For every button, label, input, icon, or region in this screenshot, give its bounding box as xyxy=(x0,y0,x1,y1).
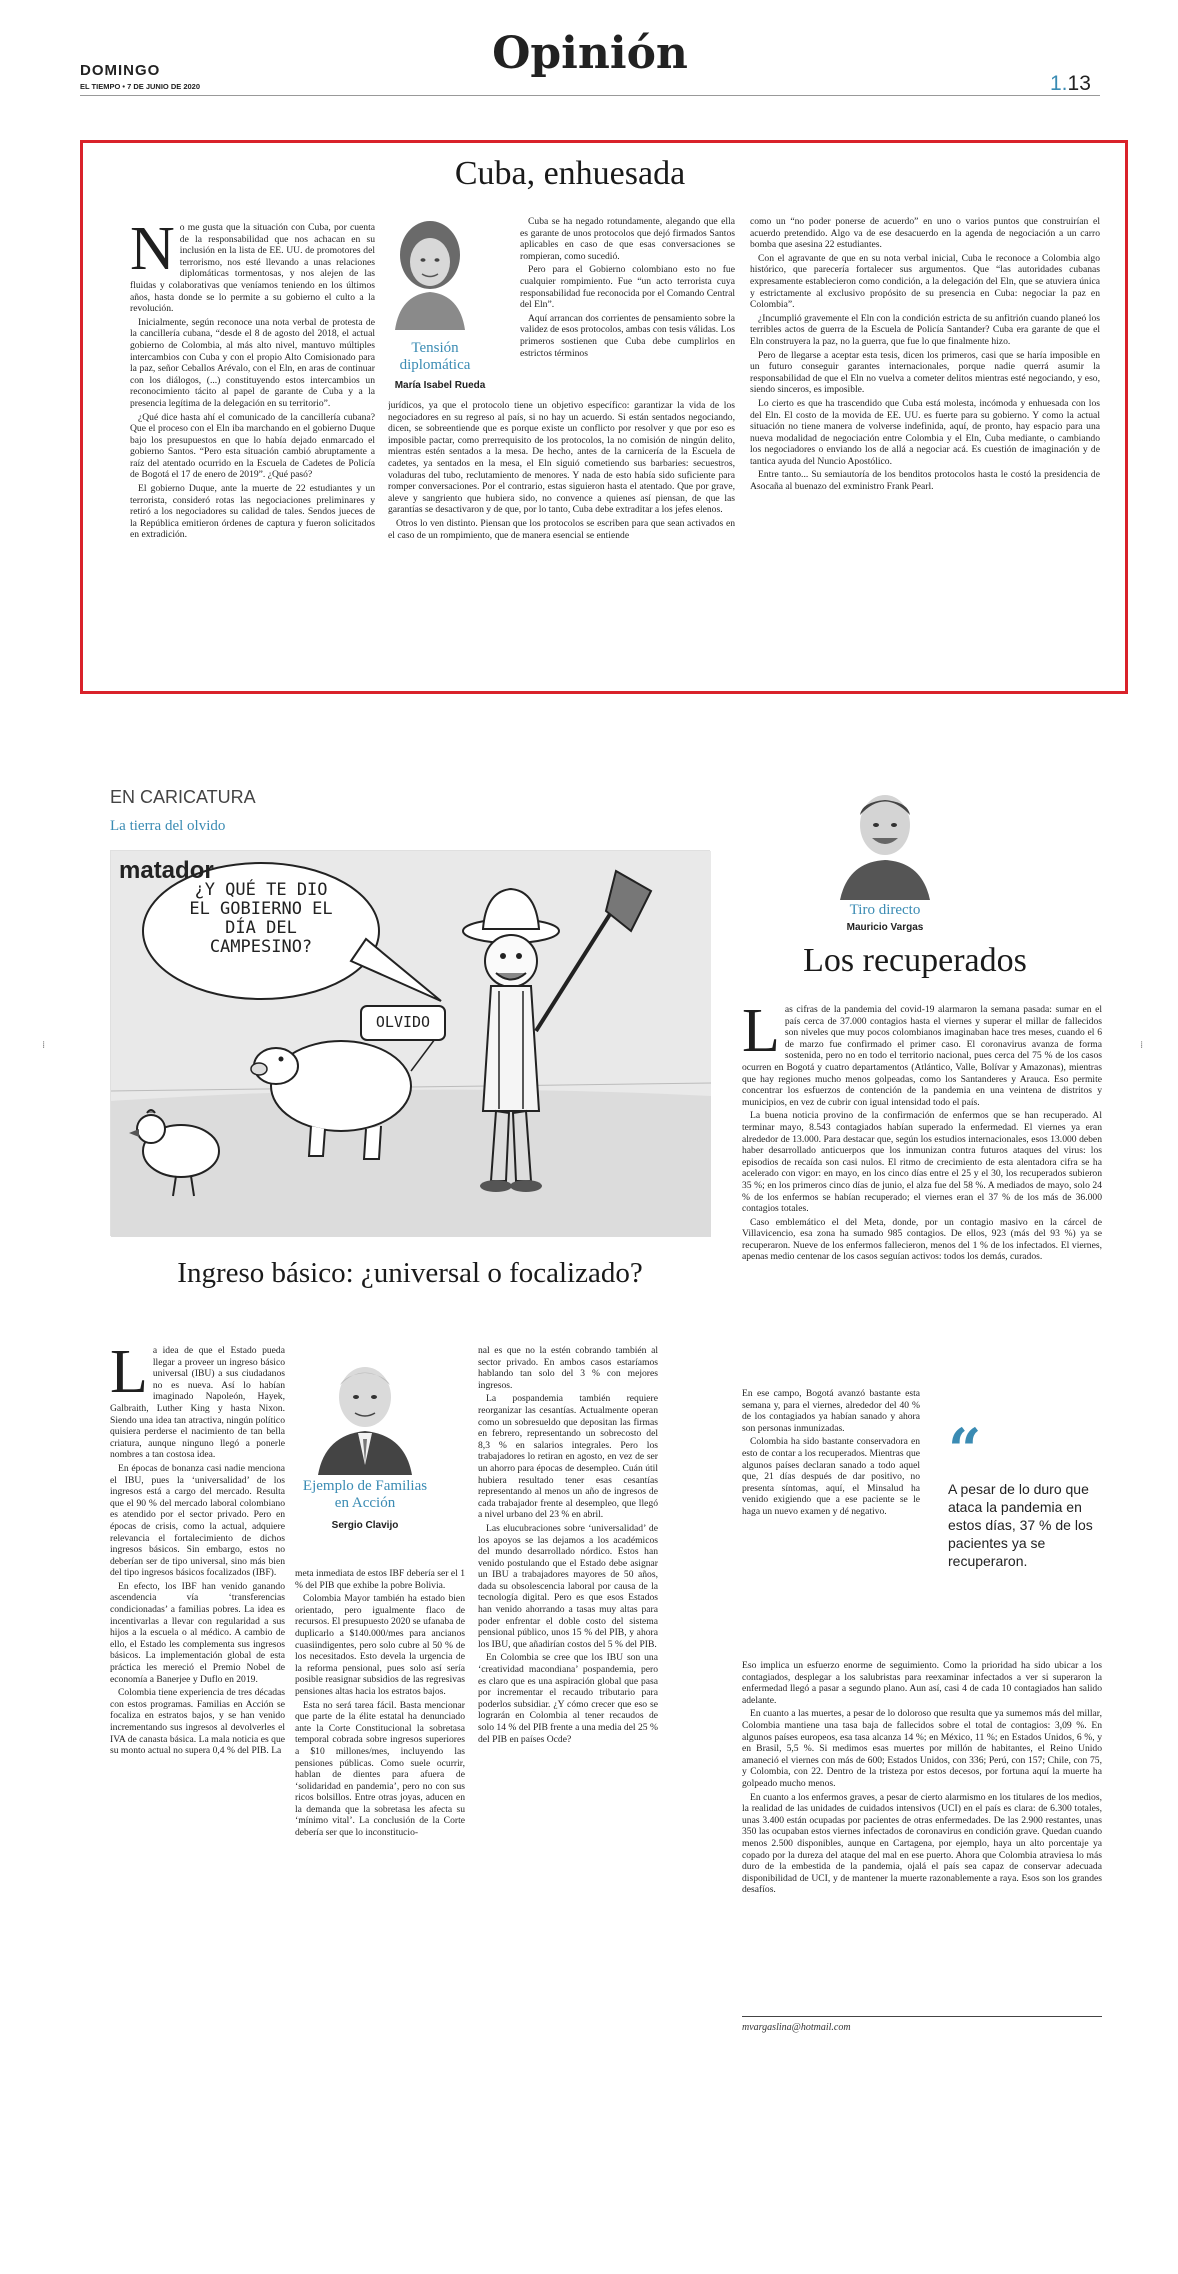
paragraph: jurídicos, ya que el protocolo tiene un objetivo específico: garantizar la vida de los negociadores en su regreso al país, si no hay un acuerdo. Si están sentados negociando, dicen, se sobreentiende que es porque existe un conflicto por resolver y que por eso es imposible pactar, como prerrequisito de los protocolos, la no comisión de ningún delito, mientras estén sentados a la mesa. De hecho, antes de la carnicería de la Escuela de cadetes, ya sentados en la mesa, el Eln siguió cometiendo sus barbaries: secuestros, voladuras del tubo, reclutamiento de menores. Y nada de esto había sido suficiente para romper conversaciones. Por el contrario, estas siguieron hasta el atentado. Que por grave, aleve y sangriento que hubiera sido, no convence a quienes así piensan, de que las garantías se desactivaron y de que, por lo tanto, Cuba debe extraditar a los jefes elenos. xyxy=(388,400,735,516)
paragraph: a idea de que el Estado pueda llegar a proveer un ingreso básico universal (IBU) a sus ciudadanos no es nueva. Así lo habían imaginado Napoleón, Hayek, Galbraith, Luther King y hasta Nixon. Siendo una idea tan atractiva, ningún político quisiera perderse el nacimiento de tan bella criatura, aunque ninguno llegó a ponerle nombres a tan costosa idea. xyxy=(110,1345,285,1461)
paragraph: meta inmediata de estos IBF debería ser el 1 % del PIB que exhibe la pobre Bolivia. xyxy=(295,1568,465,1591)
paragraph: La pospandemia también requiere reorganizar las cesantías. Actualmente operan como un sobresueldo que depositan las firmas en febrero, representando un sobrecosto del 8,3 % en salarios integrales. Pero los trabajadores lo retiran en agosto, en vez de ser un ahorro para épocas de desempleo. Cuán útil hubiera resultado tener esas cesantías representando al menos un año de ingresos de cada trabajador frente al desempleo, que llegó a nivel urbano del 23 % en abril. xyxy=(478,1393,658,1521)
column1-col-a xyxy=(130,222,375,692)
paragraph: Otros lo ven distinto. Piensan que los protocolos se escriben para que sean activados en el caso de un rompimiento, que de manera esencial se entiende xyxy=(388,517,735,541)
paragraph: En cuanto a los enfermos graves, a pesar de cierto alarmismo en los titulares de los medios, la realidad de las unidades de cuidados intensivos (UCI) en el país es clara: de 6.300 totales, unas 3.400 están ocupadas por pacientes de otras enfermedades. De las 2.900 restantes, unas 350 las ocupaban estos viernes infectados de coronavirus en condición grave. Quedan cuando menos 2.500 disponibles, aunque en Cartagena, por ejemplo, haya un alto porcentaje ya copado por la dureza del ataque del mal en ese puerto. Ahora que Colombia atraviesa lo más duro de la embestida de la pandemia, ojalá el país sea capaz de conservar adecuada disponibilidad de UCI, y de mantener la muerte razonablemente a raya. Esos son los grandes desafíos. xyxy=(742,1791,1102,1896)
column2-kicker: Ejemplo de Familias en Acción xyxy=(302,1478,428,1511)
paragraph: Esta no será tarea fácil. Basta mencionar que parte de la élite estatal ha denunciado ante la Corte Constitucional la sobretasa temporal cobrada sobre ingresos superiores a $10 millones/mes, incluyendo las pensiones públicas. Como suele ocurrir, hablan de dientes para afuera de ‘solidaridad en pandemia’, pero no con sus ricos bolsillos. Entre otras joyas, aducen en la demanda que la sobretasa les afecta su ‘mínimo vital’. La conclusión de la Corte debería ser que lo inconstitucio- xyxy=(295,1699,465,1839)
paragraph: Las elucubraciones sobre ‘universalidad’ de los apoyos se las dejamos a los académicos del mundo desarrollado nórdico. Estos han venido postulando que el Estado debe asignar un IBU a trabajadores mayores de 50 años, dada su obsolescencia laboral por causa de la tecnología digital. Pero es que esos Estados han venido ahorrando a tasas muy altas para poder enfrentar el doble costo del sistema pensional público, unos 15 % del PIB, y ahora los IBU, que añadirían costos del 5 % del PIB. xyxy=(478,1522,658,1650)
header-rule xyxy=(80,95,1100,96)
page-num: 13 xyxy=(1067,72,1091,95)
artist-logo: matador xyxy=(119,857,214,884)
page-prefix: 1. xyxy=(1050,72,1068,95)
paragraph: como un “no poder ponerse de acuerdo” en uno o varios puntos que construirían el acuerdo pretendido. Algo va de ese desacuerdo en la agenda de negociación a un carro bomba que asesina 22 estudiantes. xyxy=(750,216,1100,251)
paragraph: Caso emblemático el del Meta, donde, por un contagio masivo en la cárcel de Villavicencio, esa zona ha sumado 985 contagios. De ellos, 923 (más del 93 %) ya se recuperaron. Nueve de los enfermos fallecieron, menos del 1 % de los infectados. El viernes, apenas medio centenar de los casos seguían activos: todos los demás, curados. xyxy=(742,1216,1102,1263)
paragraph: Colombia Mayor también ha estado bien orientado, pero igualmente flaco de recursos. El presupuesto 2020 se ufanaba de duplicarlo a $140.000/mes para ancianos cuasiindigentes, pero solo cubre al 50 % de los necesitados. Esto devela la urgencia de la reforma pensional, pues solo así sería posible reasignar subsidios de las regresivas pensiones altas hacia los estratos bajos. xyxy=(295,1593,465,1697)
cartoon-section-label: EN CARICATURA xyxy=(110,787,256,807)
paragraph: ¿Qué dice hasta ahí el comunicado de la cancillería cubana? Que el proceso con el Eln iba marchando en el gobierno Duque bajo los presupuestos en que lo había dejado enmarcado el gobierno Santos. “Pero esta situación cambió abruptamente a raíz del atentado ocurrido en la Escuela de Cadetes de Policía de Bogotá el 17 de enero de 2019”. ¿Qué pasó? xyxy=(130,411,375,481)
dropcap: L xyxy=(110,1345,148,1406)
paragraph: En épocas de bonanza casi nadie menciona el IBU, pues la ‘universalidad’ de los ingresos está a cargo del mercado. Resulta que el 90 % del mercado laboral colombiano es atendido por el sector privado. Pero en épocas de crisis, como la actual, adquiere relevancia el fortalecimiento de dichos ingresos básicos. Sin embargo, estos no deberían ser de tipo universal, sino más bien del tipo ingresos básicos focalizados (IBF). xyxy=(110,1462,285,1579)
paragraph: Con el agravante de que en su nota verbal inicial, Cuba le reconoce a Colombia algo histórico, que parecería fortalecer sus argumentos. Que “las autoridades cubanas expresamente establecieron como condición, a la delegación del Eln, que se atuviera única y estrictamente al exclusivo propósito de su presencia en Cuba: negociar la paz en Colombia”. xyxy=(750,252,1100,311)
column2-col-a xyxy=(110,1345,285,2015)
header-dateline: EL TIEMPO • 7 DE JUNIO DE 2020 xyxy=(80,82,201,91)
column3-col-bottom xyxy=(742,1660,1102,2010)
column3-title: Los recuperados xyxy=(803,942,1027,979)
paragraph: as cifras de la pandemia del covid-19 alarmaron la semana pasada: sumar en el país cerca de 37.000 contagios hasta el viernes y superar el millar de fallecidos son niveles que muy pocos colombianos imaginaban hace tres meses, cuando el 6 de marzo fue confirmado el primer caso. El coronavirus avanza de forma sostenida, pero no en todo el territorio nacional, pues cerca del 75 % de los casos ocurren en Bogotá y cuatro departamentos (Atlántico, Valle, Bolívar y Amazonas), mientras que hay regiones mucho menos golpeadas, como los Santanderes y Arauca. Eso permite concentrar los esfuerzos de contención de la pandemia en una veintena de distritos y municipios, en vez de cubrir con igual intensidad todo el país. xyxy=(742,1004,1102,1108)
paragraph: Colombia ha sido bastante conservadora en esto de contar a los recuperados. Mientras que algunos países declaran sanado a todo aquel que, 21 días después de dar positivo, no presenta síntomas, aquí, el Minsalud ha venido exigiendo que a ese paciente se le haga un nuevo examen y dé negativo. xyxy=(742,1436,920,1517)
column1-col-b xyxy=(520,216,735,396)
paragraph: En ese campo, Bogotá avanzó bastante esta semana y, para el viernes, alrededor del 40 % de los contagiados ya habían sanado y ahora son personas inmunizadas. xyxy=(742,1388,920,1434)
dropcap: L xyxy=(742,1004,780,1065)
paragraph: Pero de llegarse a aceptar esta tesis, dicen los primeros, casi que se haría imposible en un futuro conseguir garantes internacionales, porque nadie querrá asumir la responsabilidad de que el Eln no vuelva a cometer delitos mientras esté negociando, y eso, siendo sinceros, es imposible. xyxy=(750,349,1100,396)
paragraph: Inicialmente, según reconoce una nota verbal de protesta de la cancillería cubana, “desde el 8 de agosto del 2018, el actual gobierno de Colombia, al más alto nivel, mantuvo múltiples intercambios con Cuba y con el propio Alto Comisionado para la paz, señor Ceballos Arévalo, con el Eln, en aras de continuar con los diálogos, (...) constituyendo estos intercambios un reconocimiento tácito al papel de garante de Cuba y a la presencia legítima de la delegación en su territorio”. xyxy=(130,316,375,409)
column3-end-rule xyxy=(742,2016,1102,2017)
page-number xyxy=(1050,72,1091,96)
section-title: Opinión xyxy=(492,28,688,79)
column2-col-c xyxy=(478,1345,658,2015)
paragraph: Entre tanto... Su semiautoría de los benditos protocolos hasta le costó la presidencia de Asocaña al buenazo del exministro Frank Pearl. xyxy=(750,469,1100,493)
column-title: Cuba, enhuesada xyxy=(454,155,686,192)
column3-col-narrow xyxy=(742,1388,920,1658)
dropcap: N xyxy=(130,222,175,283)
paragraph: Cuba se ha negado rotundamente, alegando que ella es garante de unos protocolos que dejó firmados Santos aplicables en caso de que esas conversaciones se rompieran, como sucedió. xyxy=(520,216,735,262)
column3-col-top xyxy=(742,1004,1102,1384)
speech-bubble-text: ¿Y QUÉ TE DIO EL GOBIERNO EL DÍA DEL CAMPESINO? xyxy=(189,880,333,957)
paragraph: Lo cierto es que ha trascendido que Cuba está molesta, incómoda y enhuesada con los del Eln. El costo de la movida de EE. UU. es fuerte para su gobierno. Y como la actual situación no tiene manera de volverse indefinida, aquí, de pronto, hay espacio para una nueva modalidad de negociación entre Colombia y el Eln, Cuba mediante, o cambiando los negociadores o enviando los de allá a negociar acá. Es cuestión de imaginación y de tantica ayuda del Nuncio Apostólico. xyxy=(750,397,1100,467)
paragraph: nal es que no la estén cobrando también al sector privado. En ambos casos estaríamos hablando tan solo del 3 % con mejores ingresos. xyxy=(478,1345,658,1391)
paragraph: o me gusta que la situación con Cuba, por cuenta de la responsabilidad que nos achacan en su inclusión en la lista de EE. UU. de promotores del terrorismo, nos esté llevando a unas relaciones diplomáticas tormentosas, y nos alejen de las fluidas y colaborativas que veníamos teniendo en los últimos años, hasta donde se lo permite a su gobierno el culto a la revolución. xyxy=(130,222,375,315)
paragraph: En efecto, los IBF han venido ganando ascendencia vía ‘transferencias condicionadas’ a familias pobres. La idea es incentivarlas a llevar con regularidad a sus hijos a la escuela o al médico. A cambio de ello, el Estado les complementa sus ingresos básicos. La implementación global de esta práctica les mereció el Premio Nobel de economía a Banerjee y Duflo en 2019. xyxy=(110,1580,285,1685)
author-portrait xyxy=(380,210,480,330)
column2-title: Ingreso básico: ¿universal o focalizado? xyxy=(177,1257,643,1289)
paragraph: Aquí arrancan dos corrientes de pensamiento sobre la validez de esos protocolos, ambas con tesis válidas. Los primeros sostienen que Cuba debe cumplirlos en estrictos términos xyxy=(520,312,735,359)
author-portrait xyxy=(310,1355,420,1475)
paragraph: Eso implica un esfuerzo enorme de seguimiento. Como la prioridad ha sido ubicar a los contagiados, desplegar a los salubristas para reexaminar infectados a ver si superaron la enfermedad llegó a pasar a segundo plano. Aun así, casi 4 de cada 10 contagiados han salido adelante. xyxy=(742,1660,1102,1706)
margin-mark-right: ⁞ xyxy=(1140,1040,1144,1051)
paragraph: La buena noticia provino de la confirmación de enfermos que se han recuperado. Al terminar mayo, 8.543 contagiados habían superado la enfermedad. El viernes ya eran alrededor de 13.000. Para destacar que, según los estudios internacionales, esos 13.000 deben haber desarrollado anticuerpos que los inmunizan contra futuros ataques del virus: los episodios de recaída son casi nulos. El ritmo de crecimiento de esta alentadora cifra se ha acelerado con vigor: en mayo, en los cinco días entre el 25 y el 30, los recuperados subieron 35 %; en los primeros cinco días de junio, el alza fue del 58 %. A mediados de mayo, solo 24 % de los enfermos se habían recuperado; el viernes eran el 37 % de los más de 36.000 contagios totales. xyxy=(742,1110,1102,1215)
paragraph: En Colombia se cree que los IBU son una ‘creatividad macondiana’ pospandemia, pero es claro que es una aspiración global que pasa por incrementar el recaudo tributario para poderlos subsidiar. ¿Y cómo crecer que eso se lograrán en Colombia al tener recaudos de solo 14 % del PIB frente a una media del 25 % del PIB en países Ocde? xyxy=(478,1652,658,1745)
margin-mark-left: ⁞ xyxy=(42,1040,46,1051)
column3-author: Mauricio Vargas xyxy=(846,922,924,933)
author-email: mvargaslina@hotmail.com xyxy=(742,2022,851,2033)
column-author: María Isabel Rueda xyxy=(394,380,486,391)
column2-col-b xyxy=(295,1568,465,2015)
paragraph: El gobierno Duque, ante la muerte de 22 estudiantes y un terrorista, consideró rotas las negociaciones preliminares y retiró a los negociadores su calidad de tales. Sendos jueces de la República emitieron órdenes de captura y fueron solicitados en extradición. xyxy=(130,483,375,541)
pull-quote: A pesar de lo duro que ataca la pandemia en estos días, 37 % de los pacientes ya se recuperaron. xyxy=(948,1481,1093,1569)
header-day: DOMINGO xyxy=(80,62,161,79)
pig-label: OLVIDO xyxy=(375,1013,431,1031)
paragraph: ¿Incumplió gravemente el Eln con la condición estricta de su anfitrión cuando planeó los terribles actos de guerra de la Escuela de Policía Santander? Cuba era garante de que el Eln construyera la paz, no la guerra, que fue lo que finalmente hizo. xyxy=(750,312,1100,347)
quote-mark-icon: “ xyxy=(948,1416,982,1484)
author-portrait xyxy=(830,780,940,900)
paragraph: En cuanto a las muertes, a pesar de lo doloroso que resulta que ya sumemos más del millar, Colombia mantiene una tasa baja de fallecidos sobre el total de contagios: 3,09 %. En algunos países europeos, esa tasa alcanza 14 %; en México, 11 %; en Estados Unidos, 6 %, y en Brasil, 5,5 %. Si medimos esas muertes por millón de habitantes, el Reino Unido amaneció el viernes con más de 600; Estados Unidos, con 336; Perú, con 157; Chile, con 75, y Colombia, con 22. Dentro de la tristeza por estos decesos, por fortuna aquí la muerte ha golpeado mucho menos. xyxy=(742,1708,1102,1789)
column3-kicker: Tiro directo xyxy=(849,902,921,918)
column-kicker: Tensión diplomática xyxy=(399,340,471,373)
cartoon-title: La tierra del olvido xyxy=(110,818,226,834)
cartoon-image xyxy=(110,850,710,1236)
paragraph: Pero para el Gobierno colombiano esto no fue cualquier rompimiento. Fue “un acto terrorista cuya responsabilidad fue reconocida por el Comando Central del Eln”. xyxy=(520,264,735,311)
column2-author: Sergio Clavijo xyxy=(331,1520,399,1531)
column1-col-d xyxy=(750,216,1100,690)
paragraph: Colombia tiene experiencia de tres décadas con estos programas. Familias en Acción se focaliza en estratos bajos, y se han venido incrementando sus ingresos al devolverles el IVA de canasta básica. La mala noticia es que su monto actual no supera 0,4 % del PIB. La xyxy=(110,1687,285,1757)
column1-col-bc xyxy=(388,400,735,690)
